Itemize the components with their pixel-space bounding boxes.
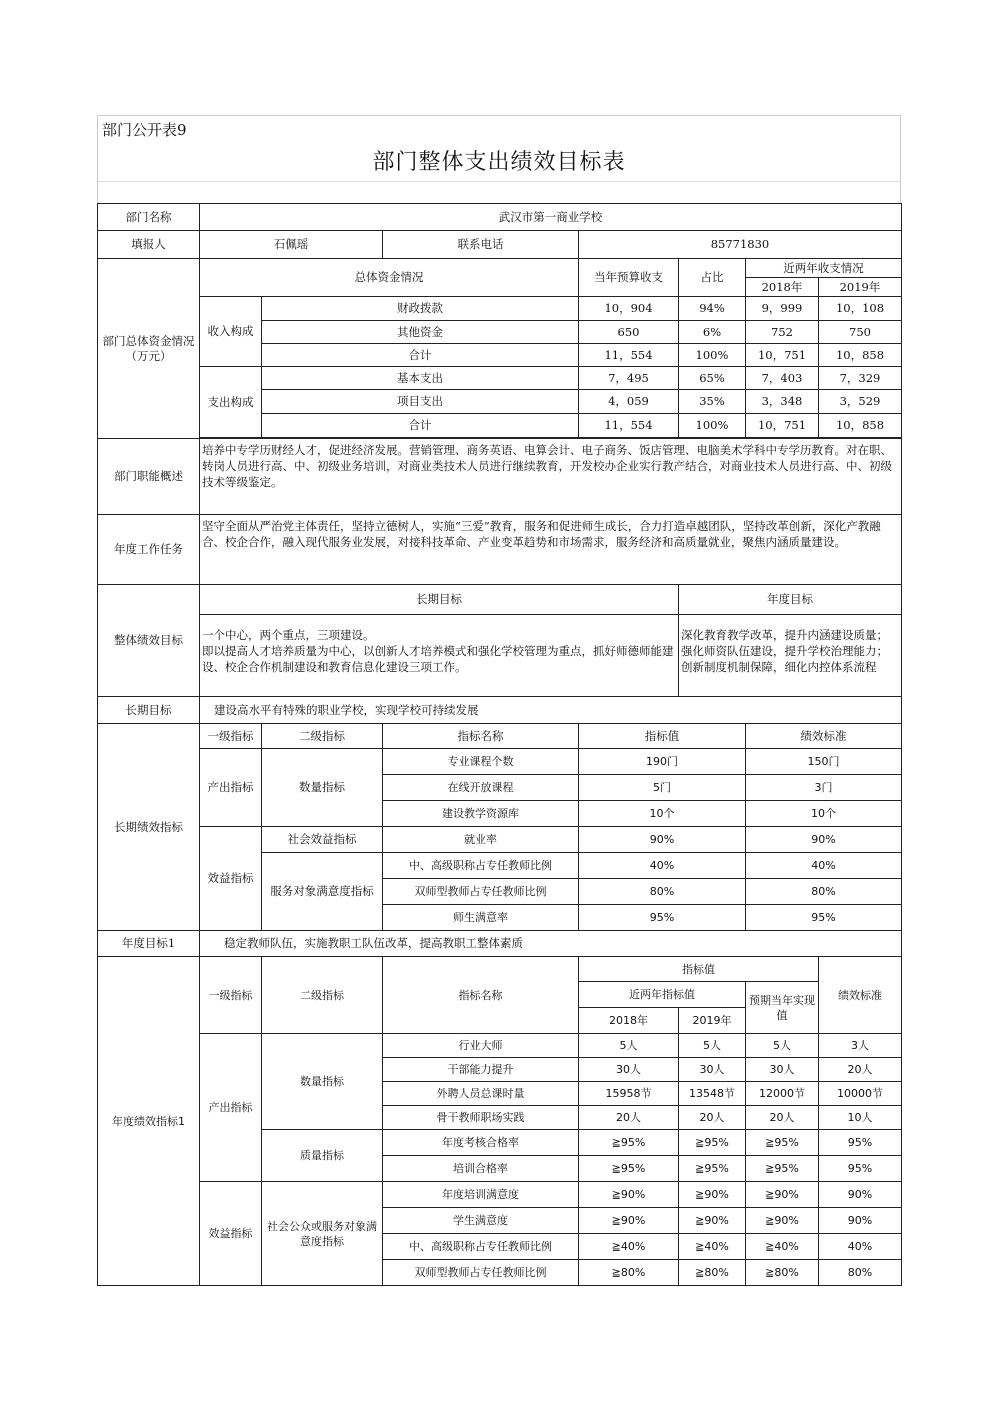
indicator-name: 中、高级职称占专任教师比例 — [383, 1234, 579, 1260]
social-benefit-label: 社会效益指标 — [262, 827, 383, 853]
indicator-standard: 150门 — [746, 749, 902, 775]
expected-value: 30人 — [746, 1058, 819, 1082]
value-2018: ≧40% — [579, 1234, 679, 1260]
value-2018: ≧90% — [579, 1182, 679, 1208]
expense-row-2018: 7，403 — [746, 367, 819, 390]
level2-header: 二级指标 — [262, 957, 383, 1034]
indicator-name: 骨干教师职场实践 — [383, 1106, 579, 1130]
budget-header: 当年预算收支 — [579, 259, 679, 297]
indicator-standard: 3人 — [819, 1034, 902, 1058]
income-row-2018: 9，999 — [746, 297, 819, 321]
annual-goal1-label: 年度目标1 — [98, 931, 200, 957]
overall-goal-label: 整体绩效目标 — [98, 585, 200, 697]
overall-funds-header: 总体资金情况 — [200, 259, 579, 297]
indicator-standard: 95% — [819, 1130, 902, 1156]
indicator-standard: 80% — [819, 1260, 902, 1286]
indicator-name: 中、高级职称占专任教师比例 — [383, 853, 579, 879]
expected-value: ≧80% — [746, 1260, 819, 1286]
indicator-name: 学生满意度 — [383, 1208, 579, 1234]
expected-value: ≧90% — [746, 1182, 819, 1208]
annual-header: 年度目标 — [679, 585, 902, 615]
indicator-standard: 20人 — [819, 1058, 902, 1082]
filler-value: 石佩瑶 — [200, 231, 383, 259]
dept-name-value: 武汉市第一商业学校 — [200, 204, 902, 231]
indicator-standard: 80% — [746, 879, 902, 905]
value-2019: 13548节 — [679, 1082, 746, 1106]
value-2018: 15958节 — [579, 1082, 679, 1106]
expense-row-budget: 7，495 — [579, 367, 679, 390]
year-2019-header: 2019年 — [679, 1008, 746, 1034]
phone-value: 85771830 — [579, 231, 902, 259]
dept-name-label: 部门名称 — [98, 204, 200, 231]
benefit-indicator-label: 效益指标 — [200, 1182, 262, 1286]
value-2019: ≧40% — [679, 1234, 746, 1260]
tasks-label: 年度工作任务 — [98, 515, 200, 585]
indicator-name: 在线开放课程 — [383, 775, 579, 801]
expected-value: 20人 — [746, 1106, 819, 1130]
income-row-budget: 10，904 — [579, 297, 679, 321]
standard-header: 绩效标准 — [819, 957, 902, 1034]
indicator-name-header: 指标名称 — [383, 724, 579, 749]
income-row-2018: 752 — [746, 321, 819, 344]
expense-row-ratio: 100% — [679, 414, 746, 438]
value-2018: ≧80% — [579, 1260, 679, 1286]
value-2019: ≧95% — [679, 1130, 746, 1156]
income-row-name: 合计 — [262, 344, 579, 367]
level1-header: 一级指标 — [200, 957, 262, 1034]
standard-header: 绩效标准 — [746, 724, 902, 749]
ratio-header: 占比 — [679, 259, 746, 297]
expense-row-ratio: 65% — [679, 367, 746, 390]
funds-section-label: 部门总体资金情况 （万元） — [98, 259, 200, 439]
expected-value: 5人 — [746, 1034, 819, 1058]
expected-value: ≧95% — [746, 1130, 819, 1156]
income-row-budget: 11，554 — [579, 344, 679, 367]
income-row-ratio: 100% — [679, 344, 746, 367]
income-label: 收入构成 — [200, 297, 262, 367]
indicator-name: 外聘人员总课时量 — [383, 1082, 579, 1106]
performance-table — [97, 203, 902, 1286]
indicator-name: 就业率 — [383, 827, 579, 853]
indicator-value: 40% — [579, 853, 746, 879]
output-indicator-label: 产出指标 — [200, 1034, 262, 1182]
long-term-header: 长期目标 — [200, 585, 679, 615]
indicator-standard: 3门 — [746, 775, 902, 801]
expense-row-name: 合计 — [262, 414, 579, 438]
indicator-standard: 10人 — [819, 1106, 902, 1130]
annual-goal1-text: 稳定教师队伍，实施教职工队伍改革，提高教职工整体素质 — [200, 931, 902, 957]
expected-value-header: 预期当年实现值 — [746, 982, 819, 1034]
income-row-budget: 650 — [579, 321, 679, 344]
indicator-standard: 40% — [746, 853, 902, 879]
value-2018: 5人 — [579, 1034, 679, 1058]
expense-row-name: 项目支出 — [262, 390, 579, 414]
recent-header: 近两年收支情况 — [746, 259, 902, 278]
income-row-name: 财政拨款 — [262, 297, 579, 321]
indicator-value-header: 指标值 — [579, 724, 746, 749]
value-2018: 20人 — [579, 1106, 679, 1130]
indicator-value: 80% — [579, 879, 746, 905]
indicator-name: 培训合格率 — [383, 1156, 579, 1182]
indicator-name: 年度培训满意度 — [383, 1182, 579, 1208]
expense-row-name: 基本支出 — [262, 367, 579, 390]
filler-label: 填报人 — [98, 231, 200, 259]
income-row-name: 其他资金 — [262, 321, 579, 344]
expense-row-2019: 10，858 — [819, 414, 902, 438]
value-2019: ≧95% — [679, 1156, 746, 1182]
indicator-standard: 95% — [746, 905, 902, 931]
indicator-name: 年度考核合格率 — [383, 1130, 579, 1156]
page-title: 部门整体支出绩效目标表 — [97, 143, 901, 181]
indicator-name: 专业课程个数 — [383, 749, 579, 775]
value-2019: 5人 — [679, 1034, 746, 1058]
indicator-value: 5门 — [579, 775, 746, 801]
public-satisfaction-label: 社会公众或服务对象满意度指标 — [262, 1182, 383, 1286]
expense-row-2019: 7，329 — [819, 367, 902, 390]
expense-row-budget: 4，059 — [579, 390, 679, 414]
year-2019-header: 2019年 — [819, 278, 902, 297]
annual-text: 深化教育教学改革，提升内涵建设质量；强化师资队伍建设，提升学校治理能力；创新制度机制保障，细化内控体系流程 — [679, 615, 902, 697]
indicator-name: 行业大师 — [383, 1034, 579, 1058]
indicator-name: 双师型教师占专任教师比例 — [383, 879, 579, 905]
year-2018-header: 2018年 — [746, 278, 819, 297]
indicator-standard: 95% — [819, 1156, 902, 1182]
phone-label: 联系电话 — [383, 231, 579, 259]
expense-row-ratio: 35% — [679, 390, 746, 414]
long-indicators-label: 长期绩效指标 — [98, 724, 200, 931]
value-2019: ≧90% — [679, 1208, 746, 1234]
value-2019: ≧80% — [679, 1260, 746, 1286]
income-row-2018: 10，751 — [746, 344, 819, 367]
income-row-2019: 750 — [819, 321, 902, 344]
indicator-standard: 10个 — [746, 801, 902, 827]
indicator-name-header: 指标名称 — [383, 957, 579, 1034]
spacer — [97, 181, 901, 203]
recent-values-header: 近两年指标值 — [579, 982, 746, 1008]
expense-row-2019: 3，529 — [819, 390, 902, 414]
indicator-name: 师生满意率 — [383, 905, 579, 931]
year-2018-header: 2018年 — [579, 1008, 679, 1034]
indicator-standard: 90% — [819, 1182, 902, 1208]
value-2019: 20人 — [679, 1106, 746, 1130]
value-2018: ≧95% — [579, 1156, 679, 1182]
satisfaction-label: 服务对象满意度指标 — [262, 853, 383, 931]
quantity-indicator-label: 数量指标 — [262, 749, 383, 827]
income-row-ratio: 6% — [679, 321, 746, 344]
value-2018: 30人 — [579, 1058, 679, 1082]
income-row-2019: 10，858 — [819, 344, 902, 367]
indicator-standard: 90% — [746, 827, 902, 853]
indicator-name: 建设教学资源库 — [383, 801, 579, 827]
quality-indicator-label: 质量指标 — [262, 1130, 383, 1182]
expected-value: ≧95% — [746, 1156, 819, 1182]
indicator-name: 双师型教师占专任教师比例 — [383, 1260, 579, 1286]
indicator-standard: 90% — [819, 1208, 902, 1234]
indicator-value: 10个 — [579, 801, 746, 827]
expense-row-2018: 3，348 — [746, 390, 819, 414]
indicator-standard: 40% — [819, 1234, 902, 1260]
expected-value: 12000节 — [746, 1082, 819, 1106]
indicator-standard: 10000节 — [819, 1082, 902, 1106]
expected-value: ≧40% — [746, 1234, 819, 1260]
quantity-indicator-label: 数量指标 — [262, 1034, 383, 1130]
value-2019: 30人 — [679, 1058, 746, 1082]
value-2018: ≧95% — [579, 1130, 679, 1156]
level2-header: 二级指标 — [262, 724, 383, 749]
tasks-text: 坚守全面从严治党主体责任，坚持立德树人，实施“三爱”教育，服务和促进师生成长，合力打造卓越团队，坚持改革创新，深化产教融合、校企合作，融入现代服务业发展，对接科技革命、产业变革趋势和市场需求，服务经济和高质量就业，聚焦内涵质量建设。 — [200, 515, 902, 585]
level1-header: 一级指标 — [200, 724, 262, 749]
expected-value: ≧90% — [746, 1208, 819, 1234]
value-2018: ≧90% — [579, 1208, 679, 1234]
document-sheet — [97, 115, 901, 1286]
functions-label: 部门职能概述 — [98, 439, 200, 515]
long-goal-label: 长期目标 — [98, 697, 200, 724]
income-row-2019: 10，108 — [819, 297, 902, 321]
doc-label: 部门公开表9 — [97, 115, 901, 143]
indicator-value: 95% — [579, 905, 746, 931]
indicator-value: 190门 — [579, 749, 746, 775]
expense-label: 支出构成 — [200, 367, 262, 438]
long-goal-text: 建设高水平有特殊的职业学校，实现学校可持续发展 — [200, 697, 902, 724]
indicator-value-header: 指标值 — [579, 957, 819, 982]
indicator-name: 干部能力提升 — [383, 1058, 579, 1082]
output-indicator-label: 产出指标 — [200, 749, 262, 827]
income-row-ratio: 94% — [679, 297, 746, 321]
expense-row-budget: 11，554 — [579, 414, 679, 438]
expense-row-2018: 10，751 — [746, 414, 819, 438]
annual-indicators-label: 年度绩效指标1 — [98, 957, 200, 1286]
functions-text: 培养中专学历财经人才，促进经济发展。营销管理、商务英语、电算会计、电子商务、饭店管理、电脑美术学科中专学历教育。对在职、转岗人员进行高、中、初级业务培训，对商业类技术人员进行继续教育，开发校办企业实行教产结合，对商业技术人员进行高、中、初级技术等级鉴定。 — [200, 439, 902, 515]
long-term-text: 一个中心，两个重点，三项建设。 即以提高人才培养质量为中心，以创新人才培养模式和强化学校管理为重点，抓好师德师能建设、校企合作机制建设和教育信息化建设三项工作。 — [200, 615, 679, 697]
benefit-indicator-label: 效益指标 — [200, 827, 262, 931]
indicator-value: 90% — [579, 827, 746, 853]
value-2019: ≧90% — [679, 1182, 746, 1208]
